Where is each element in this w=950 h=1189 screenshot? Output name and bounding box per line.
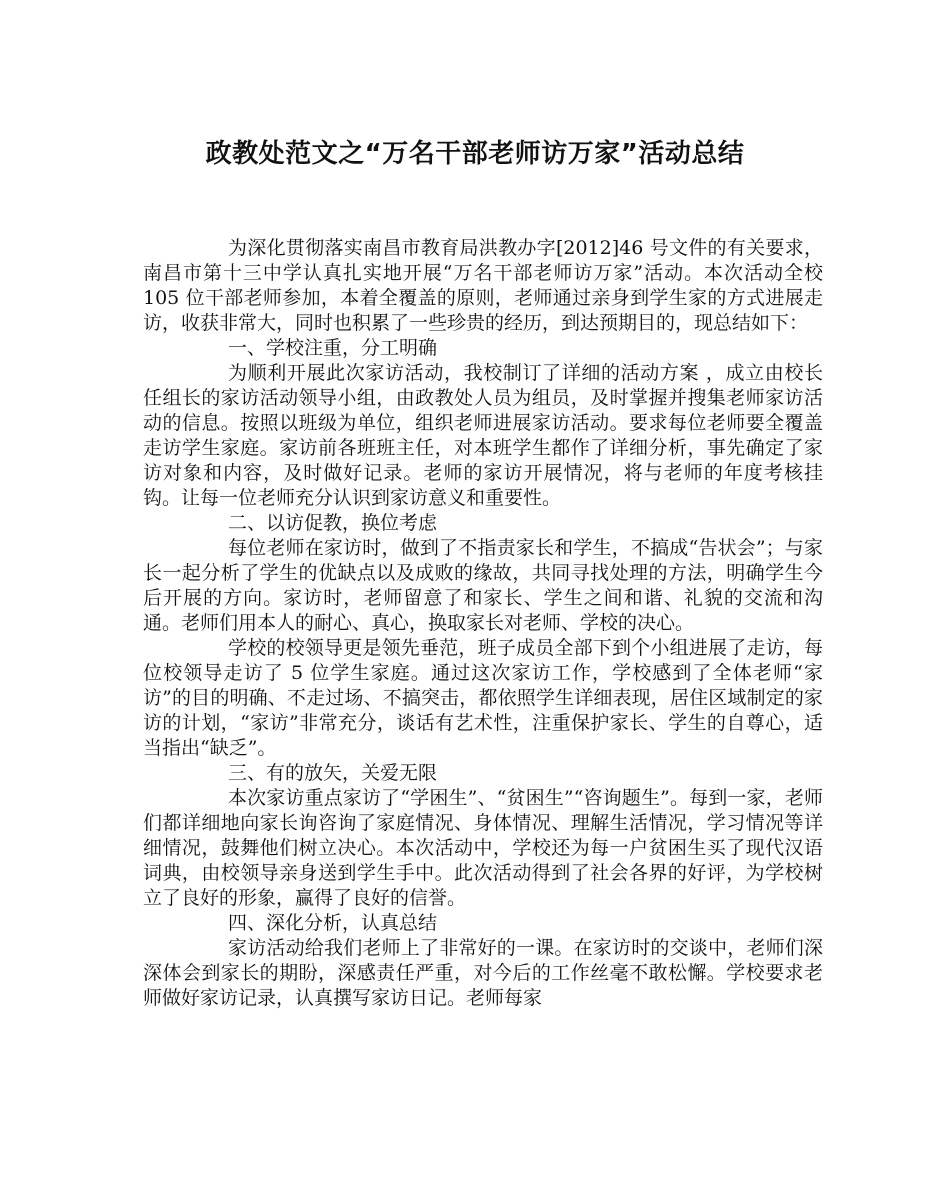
paragraph-2b: 学校的校领导更是领先垂范，班子成员全部下到个小组进展了走访，每位校领导走访了 5 位学生家庭。通过这次家访工作，学校感到了全体老师“家访”的目的明确、不走过场、不搞突击，都依照学生详细表现，居住区域制定的家访的计划，“家访”非常充分，谈话有艺术性，注重保护家长、学生的自尊心，适当指出“缺乏”。	[143, 637, 823, 759]
paragraph-intro: 为深化贯彻落实南昌市教育局洪教办字[2012]46 号文件的有关要求，南昌市第十三中学认真扎实地开展“万名干部老师访万家”活动。本次活动全校 105 位干部老师参加，本着全覆盖的原则，老师通过亲身到学生家的方式进展走访，收获非常大，同时也积累了一些珍贵的经历，到达预期目的，现总结如下：	[143, 237, 823, 334]
paragraph-3: 本次家访重点家访了“学困生”、“贫困生”“咨询题生”。每到一家，老师们都详细地向家长询咨询了家庭情况、身体情况、理解生活情况，学习情况等详细情况，鼓舞他们树立决心。本次活动中，学校还为每一户贫困生买了现代汉语词典，由校领导亲身送到学生手中。此次活动得到了社会各界的好评，为学校树立了良好的形象，赢得了良好的信誉。	[143, 787, 823, 909]
document-body	[143, 236, 823, 1011]
section-heading-2: 二、以访促教，换位考虑	[228, 512, 438, 534]
paragraph-4: 家访活动给我们老师上了非常好的一课。在家访时的交谈中，老师们深深体会到家长的期盼，深感责任严重，对今后的工作丝毫不敢松懈。学校要求老师做好家访记录，认真撰写家访日记。老师每家	[143, 937, 823, 1009]
section-heading-4: 四、深化分析，认真总结	[228, 912, 438, 934]
section-heading-3: 三、有的放矢，关爱无限	[228, 762, 438, 784]
section-heading-1: 一、学校注重，分工明确	[228, 337, 438, 359]
paragraph-1: 为顺利开展此次家访活动，我校制订了详细的活动方案 ，成立由校长任组长的家访活动领导小组，由政教处人员为组员，及时掌握并搜集老师家访活动的信息。按照以班级为单位，组织老师进展家访活动。要求每位老师要全覆盖走访学生家庭。家访前各班班主任，对本班学生都作了详细分析，事先确定了家访对象和内容，及时做好记录。老师的家访开展情况，将与老师的年度考核挂钩。让每一位老师充分认识到家访意义和重要性。	[143, 362, 823, 509]
paragraph-2a: 每位老师在家访时，做到了不指责家长和学生，不搞成“告状会”；与家长一起分析了学生的优缺点以及成败的缘故，共同寻找处理的方法，明确学生今后开展的方向。家访时，老师留意了和家长、学生之间和谐、礼貌的交流和沟通。老师们用本人的耐心、真心，换取家长对老师、学校的决心。	[143, 537, 823, 634]
document-title: 政教处范文之“万名干部老师访万家”活动总结	[205, 139, 745, 169]
